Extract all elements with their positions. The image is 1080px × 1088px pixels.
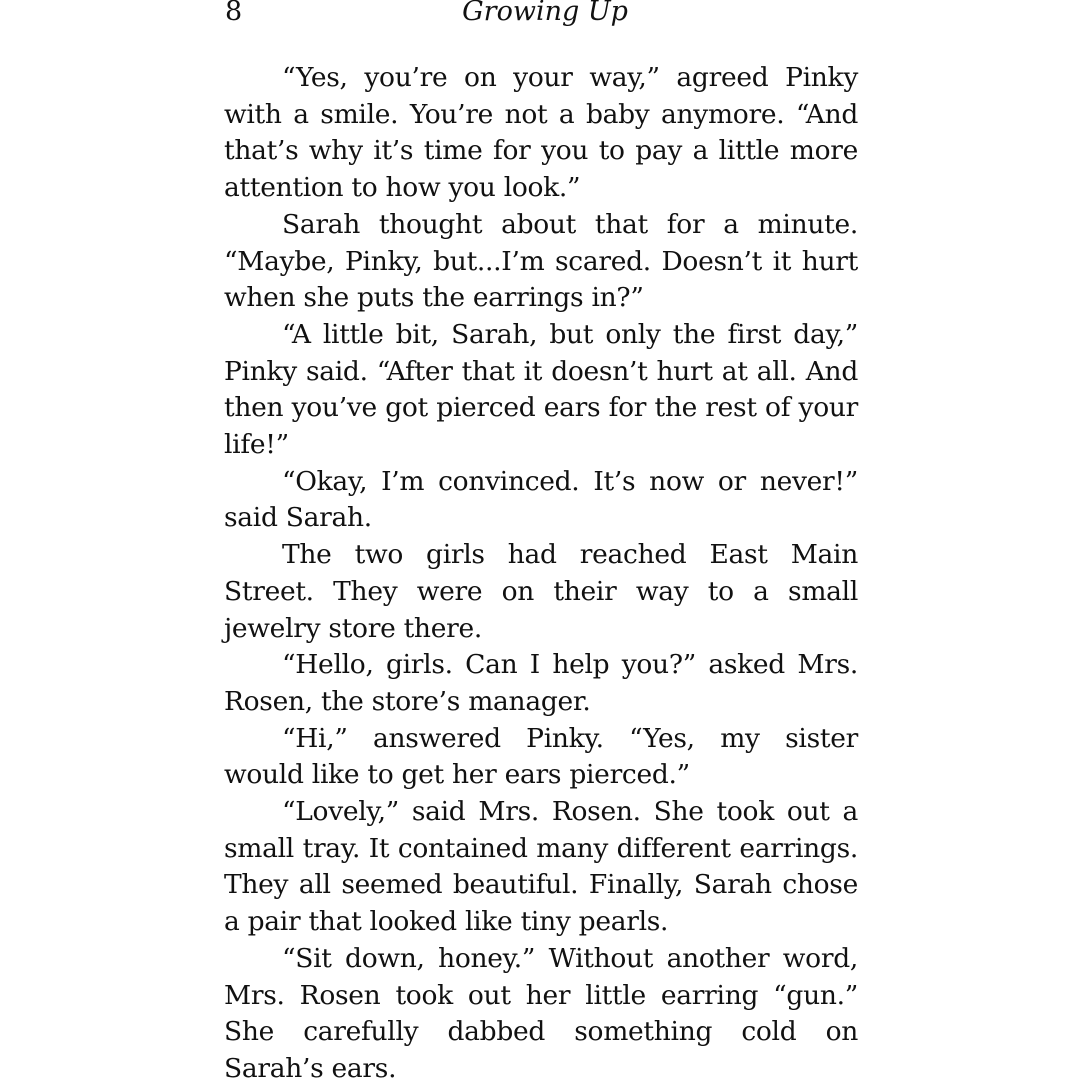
paragraph: “Lovely,” said Mrs. Rosen. She took out a small tray. It contained many different earrings. They all seemed beautiful. Finally, Sarah chose a pair that looked like tiny pearls. (224, 796, 858, 938)
paragraph: “Sit down, honey.” Without another word, Mrs. Rosen took out her little earring “gun.” She carefully dabbed something cold on Sarah’s ears. (224, 942, 858, 1084)
paragraph: “A little bit, Sarah, but only the first day,” Pinky said. “After that it doesn’t hurt at all. And then you’ve got pierced ears for the rest of your life!” (224, 318, 858, 461)
page-number: 8 (225, 0, 243, 27)
paragraph: “Hello, girls. Can I help you?” asked Mrs. Rosen, the store’s manager. (224, 649, 858, 717)
paragraph: The two girls had reached East Main Street. They were on their way to a small jewelry store there. (224, 539, 858, 644)
paragraph: “Hi,” answered Pinky. “Yes, my sister would like to get her ears pierced.” (224, 722, 858, 791)
paragraph: “Okay, I’m convinced. It’s now or never!” said Sarah. (224, 465, 858, 534)
running-title: Growing Up (462, 0, 628, 27)
paragraph: Sarah thought about that for a minute. “Maybe, Pinky, but...I’m scared. Doesn’t it hurt when she puts the earrings in?” (224, 208, 858, 314)
body-text (224, 60, 858, 1088)
paragraph: “Yes, you’re on your way,” agreed Pinky with a smile. You’re not a baby anymore. “And that’s why it’s time for you to pay a little more attention to how you look.” (224, 62, 858, 204)
